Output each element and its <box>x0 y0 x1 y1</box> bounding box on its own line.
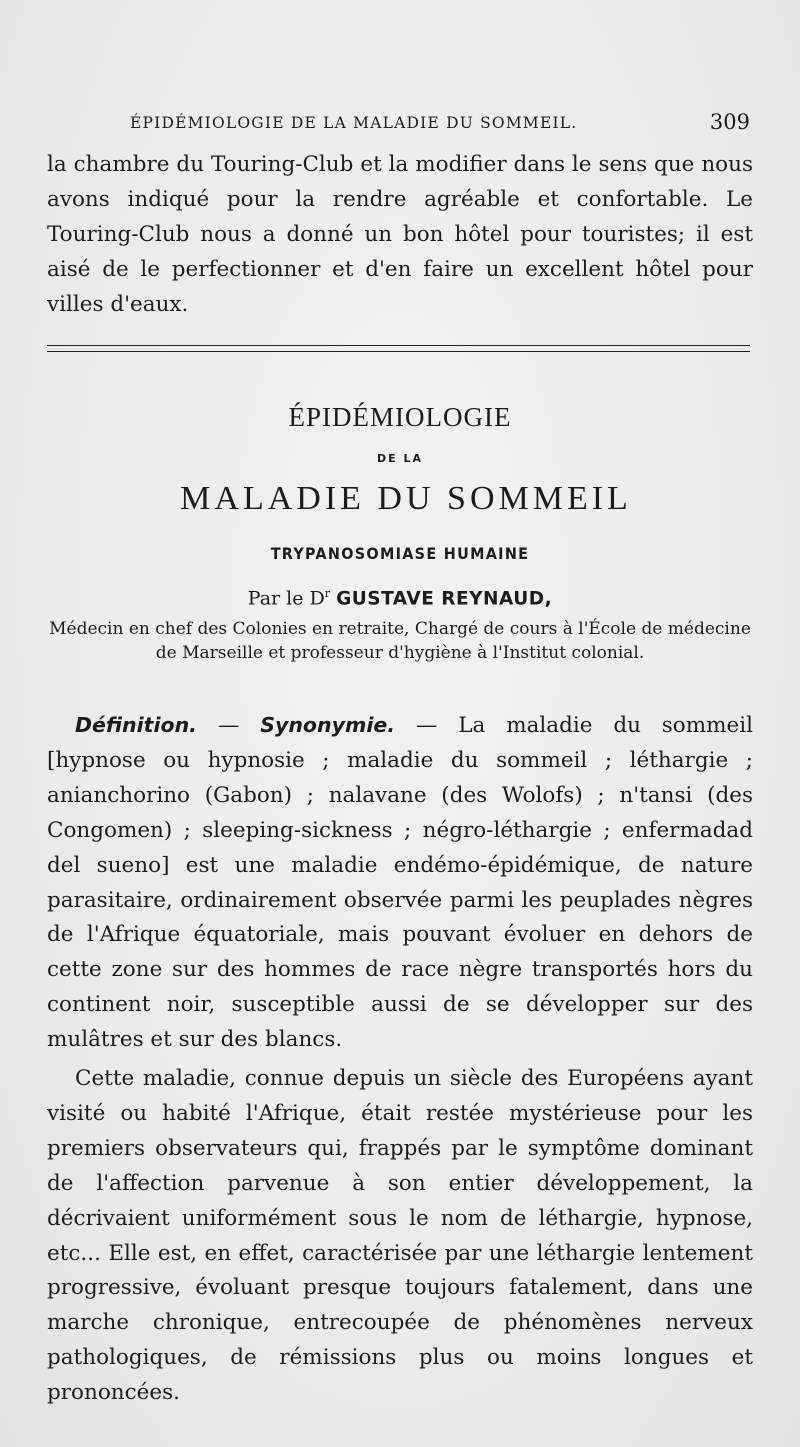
author-affiliation: Médecin en chef des Colonies en retraite, Chargé de cours à l'École de médecine de Marseille et professeur d'hygiène à l'Institut colonial. <box>49 619 751 663</box>
section-rule-top <box>47 345 750 346</box>
rubric-synonymie: Synonymie. <box>260 713 396 737</box>
article-title-line2: DE LA <box>377 452 423 465</box>
article-title-line3: MALADIE DU SOMMEIL <box>180 480 632 517</box>
page-number: 309 <box>709 110 750 134</box>
body-paragraph-2 <box>47 1062 753 1411</box>
rubric-separator: — <box>196 713 261 738</box>
author-name: GUSTAVE REYNAUD, <box>336 588 553 610</box>
byline-sup: r <box>324 587 331 600</box>
body-paragraph-1 <box>47 708 753 1058</box>
section-rule-bottom <box>47 351 750 352</box>
paragraph-2-text: Cette maladie, connue depuis un siècle des Européens ayant visité ou habité l'Afrique, était restée mystérieuse pour les premiers observateurs qui, frappés par le symptôme dominant de l'affection parvenue à son entier développement, la décrivaient uniformément sous le nom de léthargie, hypnose, etc... Elle est, en effet, caractérisée par une léthargie lentement progressive, évoluant presque toujours fatalement, dans une marche chronique, entrecoupée de phénomènes nerveux pathologiques, de rémissions plus ou moins longues et prononcées. <box>47 1066 753 1406</box>
rubric-definition: Définition. <box>75 713 197 737</box>
byline-prefix: Par le D <box>247 587 325 610</box>
article-title-line1: ÉPIDÉMIOLOGIE <box>288 402 512 432</box>
intro-paragraph: la chambre du Touring-Club et la modifier dans le sens que nous avons indiqué pour la rendre agréable et confortable. Le Touring-Club nous a donné un bon hôtel pour touristes; il est aisé de le perfectionner et d'en faire un excellent hôtel pour villes d'eaux. <box>47 152 753 317</box>
running-head <box>130 112 750 136</box>
byline <box>0 587 800 609</box>
article-subtitle: TRYPANOSOMIASE HUMAINE <box>270 544 530 563</box>
running-head-title: ÉPIDÉMIOLOGIE DE LA MALADIE DU SOMMEIL. <box>130 114 578 132</box>
paragraph-1-text: — La maladie du sommeil [hypnose ou hypnosie ; maladie du sommeil ; léthargie ; anianchorino (Gabon) ; nalavane (des Wolofs) ; n'tansi (des Congomen) ; sleeping-sickness ; négro-léthargie ; enfermadad del sueno] est une maladie endémo-épidémique, de nature parasitaire, ordinairement observée parmi les peuplades nègres de l'Afrique équatoriale, mais pouvant évoluer en dehors de cette zone sur des hommes de race nègre transportés hors du continent noir, susceptible aussi de se développer sur des mulâtres et sur des blancs. <box>47 713 754 1053</box>
